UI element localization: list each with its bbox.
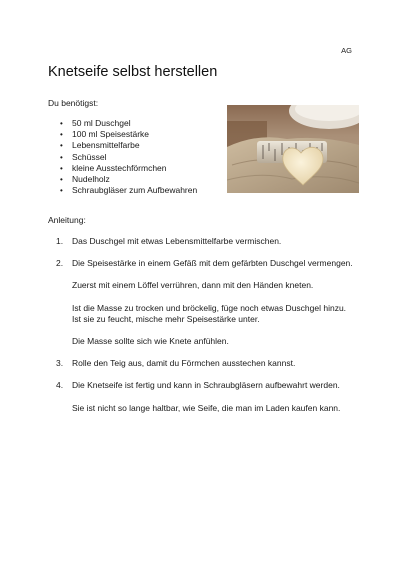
step-text: Rolle den Teig aus, damit du Förmchen ausstechen kannst. [72, 358, 296, 369]
page-title: Knetseife selbst herstellen [48, 64, 218, 80]
step-number: 3. [56, 358, 64, 369]
list-item [56, 258, 356, 347]
list-item: • Nudelholz [60, 174, 197, 185]
list-item: • kleine Ausstechförmchen [60, 163, 197, 174]
step-number: 2. [56, 258, 64, 269]
step-text: Die Knetseife ist fertig und kann in Schraubgläsern aufbewahrt werden. [72, 380, 340, 391]
instructions-list [56, 236, 356, 425]
materials-list [60, 118, 197, 196]
list-item [56, 236, 356, 247]
step-text: Die Speisestärke in einem Gefäß mit dem gefärbten Duschgel vermengen. [72, 258, 353, 269]
step-number: 1. [56, 236, 64, 246]
header-initials: AG [341, 46, 352, 55]
step-text: Die Masse sollte sich wie Knete anfühlen. [72, 336, 229, 347]
list-item: • 100 ml Speisestärke [60, 129, 197, 140]
list-item: • Schraubgläser zum Aufbewahren [60, 185, 197, 196]
materials-heading: Du benötigst: [48, 98, 99, 108]
step-text: Ist die Masse zu trocken und bröckelig, füge noch etwas Duschgel hinzu. Ist sie zu feucht, mische mehr Speisestärke unter. [72, 302, 347, 324]
step-text: Sie ist nicht so lange haltbar, wie Seife, die man im Laden kaufen kann. [72, 402, 341, 413]
list-item: • Schüssel [60, 152, 197, 163]
step-text: Das Duschgel mit etwas Lebensmittelfarbe vermischen. [72, 236, 282, 246]
instructions-heading: Anleitung: [48, 215, 86, 225]
soap-photo [227, 105, 359, 193]
list-item: • 50 ml Duschgel [60, 118, 197, 129]
list-item: • Lebensmittelfarbe [60, 140, 197, 151]
step-text: Zuerst mit einem Löffel verrühren, dann mit den Händen kneten. [72, 280, 314, 291]
list-item [56, 358, 356, 369]
step-number: 4. [56, 380, 64, 391]
list-item [56, 380, 356, 413]
